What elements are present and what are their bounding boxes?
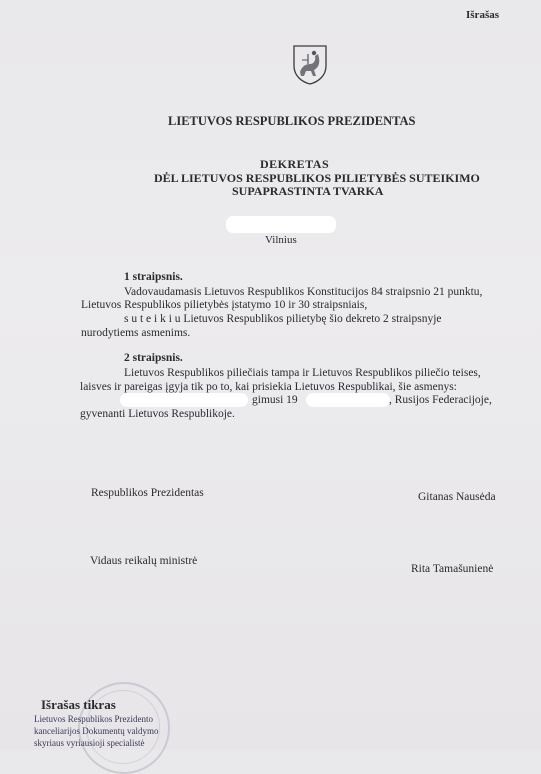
corner-label: Išrašas xyxy=(466,9,500,21)
article2-line4: gyvenanti Lietuvos Respublikoje. xyxy=(80,408,235,420)
place-of-issue: Vilnius xyxy=(265,234,297,246)
vytis-coat-of-arms-icon xyxy=(288,42,332,86)
redacted-person-name xyxy=(120,393,248,407)
redacted-birth-details xyxy=(306,393,390,407)
president-title: Respublikos Prezidentas xyxy=(91,487,204,499)
article2-line3-birth: gimusi 19 xyxy=(252,394,298,406)
decree-title-line1: DEKRETAS xyxy=(260,157,330,171)
certification-line2: kanceliarijos Dokumentų valdymo xyxy=(34,726,159,736)
redacted-date xyxy=(226,216,336,233)
decree-title-line3: SUPAPRASTINTA TVARKA xyxy=(232,184,384,198)
certification-heading: Išrašas tikras xyxy=(41,697,116,712)
article2-line2: laisves ir pareigas įgyja tik po to, kai prisiekia Lietuvos Respublikai, šie asmenys: xyxy=(80,381,457,393)
article1-line2: Lietuvos Respublikos pilietybės įstatymo 10 ir 30 straipsniais, xyxy=(81,299,368,311)
issuer-heading: LIETUVOS RESPUBLIKOS PREZIDENTAS xyxy=(168,114,416,128)
president-name: Gitanas Nausėda xyxy=(418,491,496,503)
article2-line3-country: , Rusijos Federacijoje, xyxy=(389,394,492,406)
certification-line3: skyriaus vyriausioji specialistė xyxy=(34,738,145,748)
article2-heading: 2 straipsnis. xyxy=(124,352,183,364)
minister-name: Rita Tamašunienė xyxy=(411,563,494,575)
certification-line1: Lietuvos Respublikos Prezidento xyxy=(34,714,153,724)
article1-line3: s u t e i k i u Lietuvos Respublikos pilietybę šio dekreto 2 straipsnyje xyxy=(124,313,442,325)
decree-title-line2: DĖL LIETUVOS RESPUBLIKOS PILIETYBĖS SUTEIKIMO xyxy=(154,171,480,185)
article1-heading: 1 straipsnis. xyxy=(124,271,183,283)
article1-line1: Vadovaudamasis Lietuvos Respublikos Konstitucijos 84 straipsnio 21 punktu, xyxy=(124,286,483,298)
minister-title: Vidaus reikalų ministrė xyxy=(90,555,198,567)
article2-line1: Lietuvos Respublikos piliečiais tampa ir Lietuvos Respublikos piliečio teises, xyxy=(124,367,481,379)
article1-line4: nurodytiems asmenims. xyxy=(81,327,191,339)
